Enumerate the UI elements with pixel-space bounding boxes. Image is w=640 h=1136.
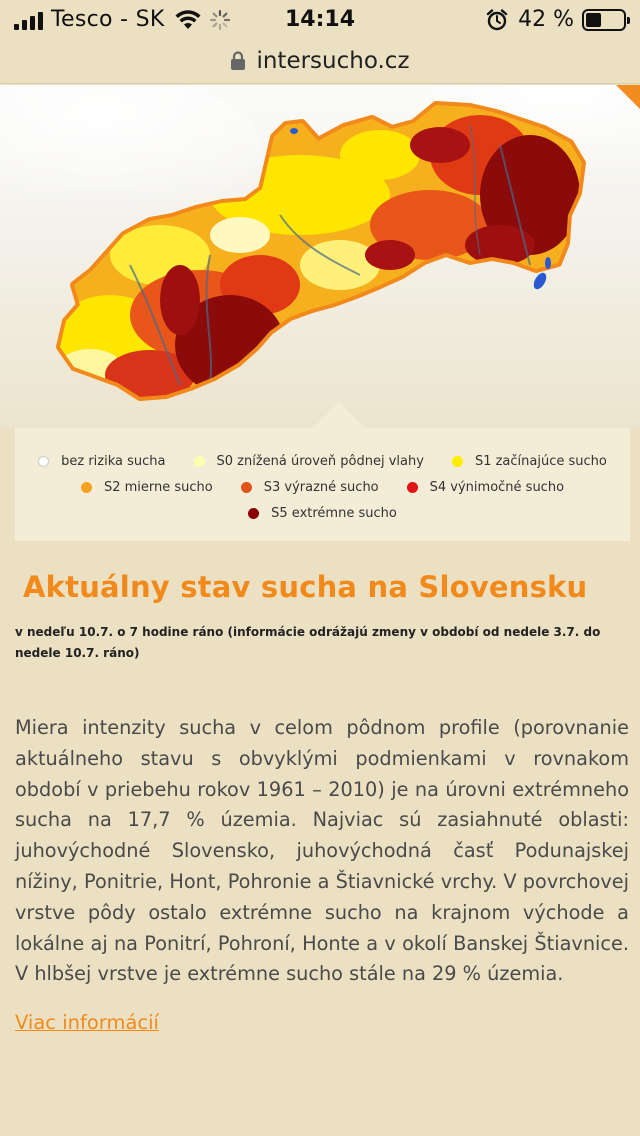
- legend-item-none: [38, 454, 165, 469]
- legend-item-s4: [407, 480, 564, 495]
- carrier-name: Tesco - SK: [51, 7, 165, 32]
- legend-label: S4 výnimočné sucho: [429, 480, 565, 495]
- status-right: [486, 7, 626, 32]
- legend-dot-s5: [248, 508, 259, 519]
- slovakia-drought-map: [0, 85, 640, 428]
- clock: 14:14: [284, 7, 356, 32]
- legend-dot-s2: [81, 482, 92, 493]
- more-info-link[interactable]: Viac informácií: [15, 1011, 159, 1034]
- corner-tag[interactable]: [616, 85, 640, 109]
- legend-dot-s1: [452, 456, 463, 467]
- address-bar[interactable]: [0, 38, 640, 84]
- legend-item-s3: [241, 480, 379, 495]
- battery-icon: [582, 9, 626, 31]
- article-body: Miera intenzity sucha v celom pôdnom profile (porovnanie aktuálneho stavu s obvyklými podmienkami v rovnakom období v priebehu rokov 1961 – 2010) je na úrovni extrémneho sucha na 17,7 % územia. Najviac sú zasiahnuté oblasti: juhovýchodné Slovensko, juhovýchodná časť Podunajskej nížiny, Ponitrie, Hont, Pohronie a Štiavnické vrchy. V povrchovej vrstve pôdy ostalo extrémne sucho na krajnom východe a lokálne aj na Ponitrí, Pohroní, Honte a v okolí Banskej Štiavnice. V hlbšej vrstve je extrémne sucho stále na 29 % územia.: [15, 716, 629, 986]
- drought-map-banner: [0, 85, 640, 428]
- legend-label: S3 výrazné sucho: [263, 480, 379, 495]
- legend-label: S2 mierne sucho: [103, 480, 213, 495]
- legend-label: S0 znížená úroveň pôdnej vlahy: [216, 454, 424, 469]
- legend-pointer: [313, 402, 365, 428]
- battery-percentage: 42 %: [518, 7, 574, 32]
- legend-item-s5: [248, 506, 397, 521]
- url-text[interactable]: intersucho.cz: [256, 47, 410, 74]
- legend-row-3: [15, 506, 630, 521]
- legend-row-2: [15, 480, 630, 495]
- battery-level: [586, 13, 601, 27]
- page-title: Aktuálny stav sucha na Slovensku: [23, 570, 588, 604]
- legend-dot-s3: [241, 482, 252, 493]
- legend-label: S5 extrémne sucho: [271, 506, 397, 521]
- legend-label: bez rizika sucha: [61, 454, 166, 469]
- legend-item-s1: [452, 454, 607, 469]
- legend-dot-s4: [407, 482, 418, 493]
- status-bar: [0, 0, 640, 40]
- legend-row-1: [15, 454, 630, 469]
- alarm-icon: [486, 9, 508, 31]
- legend-item-s0: [194, 454, 424, 469]
- drought-legend: [15, 428, 630, 541]
- legend-label: S1 začínajúce sucho: [474, 454, 607, 469]
- lock-icon: [230, 51, 246, 71]
- date-subtitle: v nedeľu 10.7. o 7 hodine ráno (informácie odrážajú zmeny v období od nedele 3.7. do nedele 10.7. ráno): [15, 625, 601, 660]
- legend-dot-none: [38, 456, 49, 467]
- legend-dot-s0: [194, 456, 205, 467]
- legend-item-s2: [81, 480, 213, 495]
